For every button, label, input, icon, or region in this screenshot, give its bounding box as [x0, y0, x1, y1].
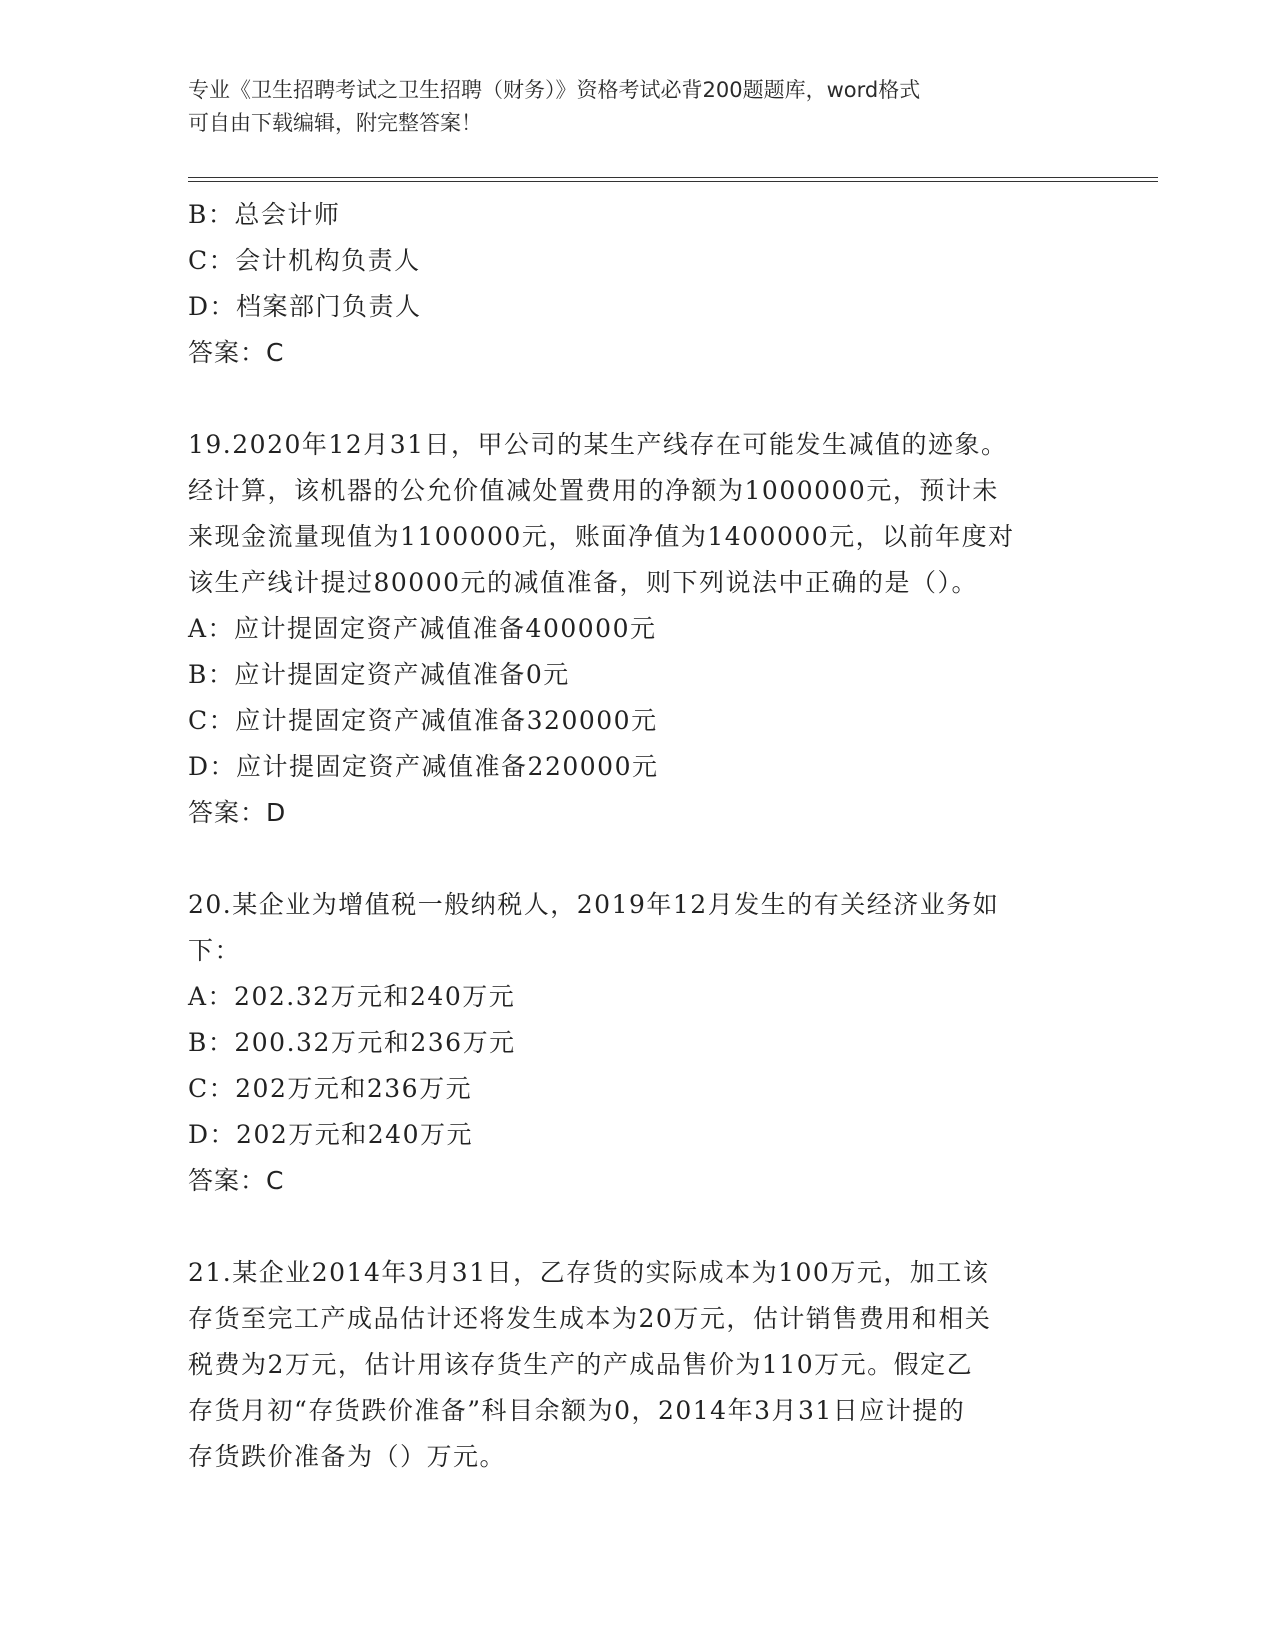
question-text-line: 存货至完工产成品估计还将发生成本为20万元，估计销售费用和相关 [188, 1304, 992, 1333]
option-a: A：202.32万元和240万元 [188, 982, 516, 1011]
spacer [188, 836, 1088, 882]
question-text-line: 下： [188, 936, 242, 965]
header-line-1: 专业《卫生招聘考试之卫生招聘（财务）》资格考试必背200题题库，word格式 [188, 78, 921, 102]
option-b: B：200.32万元和236万元 [188, 1028, 516, 1057]
question-text-line: 该生产线计提过80000元的减值准备，则下列说法中正确的是（）。 [188, 568, 979, 597]
question-text-line: 存货跌价准备为（）万元。 [188, 1442, 507, 1471]
answer-text: 答案：D [188, 798, 287, 827]
option-d: D：应计提固定资产减值准备220000元 [188, 752, 659, 781]
question-text-line: 税费为2万元，估计用该存货生产的产成品售价为110万元。假定乙 [188, 1350, 974, 1379]
question-text-line: 21.某企业2014年3月31日，乙存货的实际成本为100万元，加工该 [188, 1258, 990, 1287]
document-body [188, 192, 1088, 1480]
option-d: D：档案部门负责人 [188, 292, 422, 321]
header-line-2: 可自由下载编辑，附完整答案！ [188, 111, 482, 135]
question-text-line: 存货月初“存货跌价准备”科目余额为0，2014年3月31日应计提的 [188, 1396, 966, 1425]
header-divider [188, 177, 1158, 182]
spacer [188, 376, 1088, 422]
option-b: B：总会计师 [188, 200, 341, 229]
option-d: D：202万元和240万元 [188, 1120, 473, 1149]
question-block-21 [188, 1250, 1088, 1480]
question-block-19 [188, 422, 1088, 836]
option-a: A：应计提固定资产减值准备400000元 [188, 614, 657, 643]
document-header [188, 74, 1088, 140]
question-block-20 [188, 882, 1088, 1204]
question-text-line: 经计算，该机器的公允价值减处置费用的净额为1000000元，预计未 [188, 476, 999, 505]
spacer [188, 1204, 1088, 1250]
question-text-line: 20.某企业为增值税一般纳税人，2019年12月发生的有关经济业务如 [188, 890, 1000, 919]
option-c: C：会计机构负责人 [188, 246, 421, 275]
option-b: B：应计提固定资产减值准备0元 [188, 660, 570, 689]
question-text-line: 19.2020年12月31日，甲公司的某生产线存在可能发生减值的迹象。 [188, 430, 1008, 459]
option-c: C：应计提固定资产减值准备320000元 [188, 706, 658, 735]
answer-text: 答案：C [188, 338, 285, 367]
question-text-line: 来现金流量现值为1100000元，账面净值为1400000元，以前年度对 [188, 522, 1015, 551]
option-c: C：202万元和236万元 [188, 1074, 473, 1103]
question-block-18 [188, 192, 1088, 376]
answer-text: 答案：C [188, 1166, 285, 1195]
